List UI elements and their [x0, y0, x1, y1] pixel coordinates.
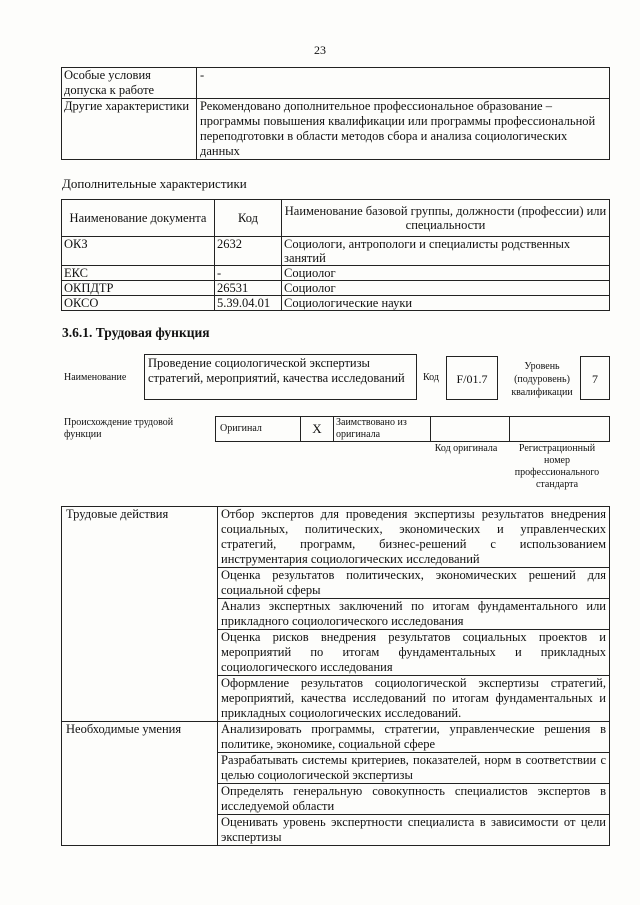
function-name: Проведение социологической экспертизы стратегий, мероприятий, качества исследований [144, 354, 417, 400]
labor-action-item: Анализ экспертных заключений по итогам фундаментального или прикладного социологического исследования [218, 599, 610, 630]
original-label: Оригинал [216, 417, 301, 442]
name-label: Наименование [64, 372, 127, 383]
skill-item: Определять генеральную совокупность специалистов экспертов в исследуемой области [218, 784, 610, 815]
labor-actions-label: Трудовые действия [62, 507, 218, 722]
table-row [216, 417, 610, 442]
table-row [62, 507, 610, 568]
reg-number-cell [510, 417, 610, 442]
cell-code: 5.39.04.01 [215, 296, 282, 311]
header-doc: Наименование документа [62, 200, 215, 237]
cell-code: 26531 [215, 281, 282, 296]
additional-heading: Дополнительные характеристики [62, 176, 247, 191]
conditions-table [61, 67, 610, 160]
cell-doc: ЕКС [62, 266, 215, 281]
borrowed-label: Заимствовано из оригинала [334, 417, 431, 442]
original-mark: X [301, 417, 334, 442]
skills-label: Необходимые умения [62, 722, 218, 846]
cell-name: Социолог [282, 266, 610, 281]
code-original-label: Код оригинала [434, 443, 498, 454]
table-row [62, 281, 610, 296]
header-code: Код [215, 200, 282, 237]
cell-name: Социологические науки [282, 296, 610, 311]
row-label: Особые условия допуска к работе [62, 68, 197, 99]
table-row [62, 99, 610, 160]
function-details-table [61, 506, 610, 846]
skill-item: Анализировать программы, стратегии, управленческие решения в политике, экономике, социальной сфере [218, 722, 610, 753]
cell-doc: ОКПДТР [62, 281, 215, 296]
code-original-cell [431, 417, 510, 442]
reg-number-label: Регистрационный номер профессионального стандарта [514, 443, 600, 490]
skill-item: Оценивать уровень экспертности специалиста в зависимости от цели экспертизы [218, 815, 610, 846]
cell-code: 2632 [215, 237, 282, 266]
page-number: 23 [314, 43, 326, 57]
table-row [62, 237, 610, 266]
additional-table [61, 199, 610, 311]
cell-name: Социолог [282, 281, 610, 296]
labor-action-item: Оформление результатов социологической экспертизы стратегий, мероприятий, качества исследований по итогам фундаментальных и прикладных социологических исследований. [218, 676, 610, 722]
header-name: Наименование базовой группы, должности (профессии) или специальности [282, 200, 610, 237]
skill-item: Разрабатывать системы критериев, показателей, норм в соответствии с целью социологической экспертизы [218, 753, 610, 784]
labor-action-item: Отбор экспертов для проведения экспертизы результатов внедрения социальных, политических, экономических и управленческих стратегий, программ, бизнес-решений с использованием инструментария социологических исследований [218, 507, 610, 568]
section-title: 3.6.1. Трудовая функция [62, 325, 210, 340]
labor-action-item: Оценка рисков внедрения результатов социальных проектов и мероприятий по итогам фундаментальных и прикладных социологического исследования [218, 630, 610, 676]
origin-table [215, 416, 610, 442]
qualification-level: 7 [580, 356, 610, 400]
cell-doc: ОКЗ [62, 237, 215, 266]
table-row [62, 722, 610, 753]
table-header [62, 200, 610, 237]
row-label: Другие характеристики [62, 99, 197, 160]
table-row [62, 68, 610, 99]
origin-label: Происхождение трудовой функции [64, 417, 174, 440]
row-value: Рекомендовано дополнительное профессиональное образование – программы повышения квалификации или программы профессиональной переподготовки в области методов сбора и анализа социологических данных [197, 99, 610, 160]
table-row [62, 266, 610, 281]
row-value: - [197, 68, 610, 99]
labor-action-item: Оценка результатов политических, экономических решений для социальной сферы [218, 568, 610, 599]
cell-doc: ОКСО [62, 296, 215, 311]
cell-code: - [215, 266, 282, 281]
code-label: Код [423, 372, 439, 383]
table-row [62, 296, 610, 311]
function-code: F/01.7 [446, 356, 498, 400]
cell-name: Социологи, антропологи и специалисты родственных занятий [282, 237, 610, 266]
level-label: Уровень (подуровень) квалификации [511, 361, 573, 398]
